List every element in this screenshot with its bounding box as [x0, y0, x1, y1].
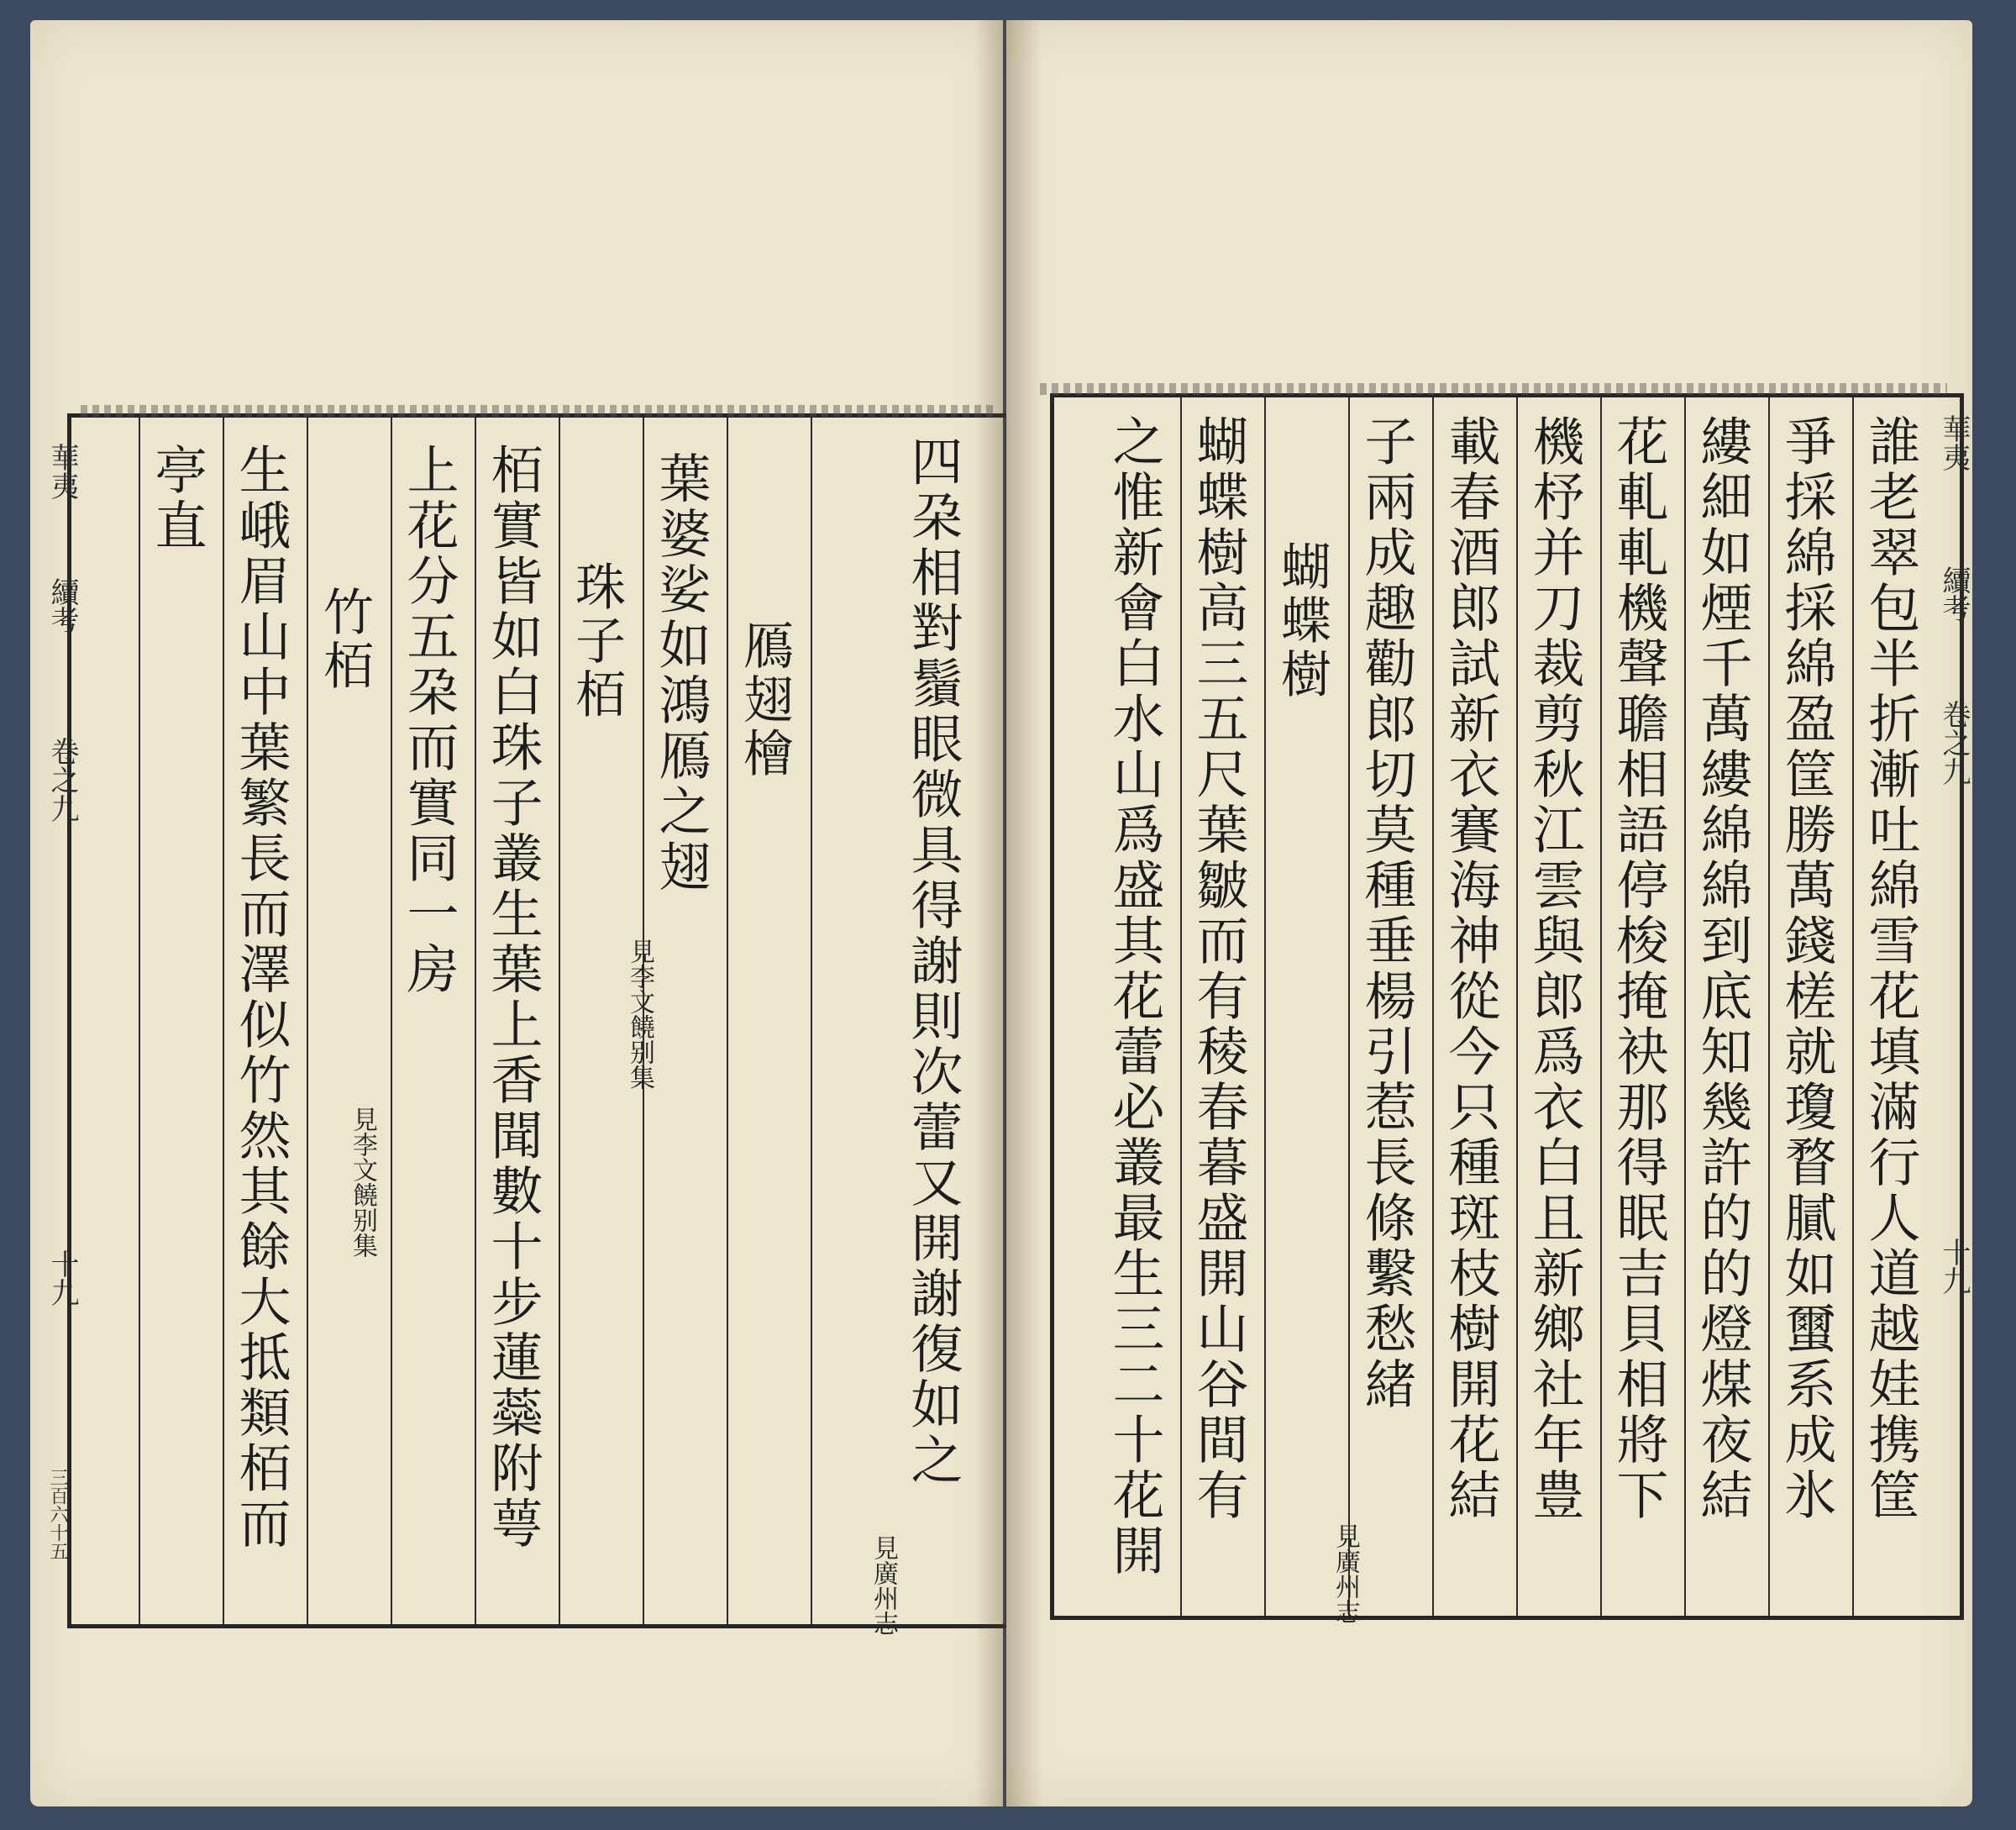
column-rule: [1180, 397, 1182, 1616]
right-margin-chapter: 卷之九: [1937, 700, 1971, 786]
ink-bleed-top-left: [81, 405, 996, 417]
heading-hudie-shu: 蝴蝶樹: [1273, 540, 1331, 702]
text-column-r6: 載春酒郎試新衣賽海神從今只種斑枝樹開花結: [1440, 414, 1501, 1523]
column-rule: [1432, 397, 1434, 1616]
text-column-1: 四朶相對鬚眼微具得謝則次蕾又開謝復如之: [902, 434, 963, 1488]
left-page: [30, 20, 1003, 1806]
right-margin-label: 華夷: [1937, 414, 1971, 471]
right-margin-page-number: 十九: [1937, 1238, 1971, 1295]
ink-bleed-top-right: [1040, 383, 1947, 395]
citation-note-1: 見廣州志: [869, 1535, 898, 1636]
right-text-frame: [1050, 393, 1971, 1624]
left-margin-title: 續考: [45, 577, 79, 634]
column-rule: [1264, 397, 1266, 1616]
left-text-frame: [45, 413, 1010, 1636]
column-rule: [475, 418, 476, 1624]
left-margin-label: 華夷: [45, 443, 79, 500]
column-rule: [391, 418, 392, 1624]
heading-yanchi-gui: 鴈翅檜: [735, 619, 794, 781]
text-column-5: 栢實皆如白珠子叢生葉上香聞數十步蓮蘂附萼: [482, 443, 543, 1552]
text-column-r3: 縷細如煙千萬縷綿綿到底知幾許的的燈煤夜結: [1692, 414, 1753, 1523]
text-column-r10: 之惟新會白水山爲盛其花蕾必叢最生三二十花開: [1104, 414, 1165, 1579]
left-margin-page-number: 十九: [45, 1249, 79, 1307]
heading-zhuzi-bai: 珠子栢: [567, 560, 626, 722]
citation-note-3: 見李文饒别集: [625, 939, 654, 1090]
column-rule: [727, 418, 728, 1624]
column-rule: [1348, 397, 1350, 1616]
text-column-3: 葉婆娑如鴻鴈之翅: [650, 451, 711, 895]
text-column-r5: 機杼并刀裁剪秋江雲與郎爲衣白且新鄉社年豊: [1524, 414, 1585, 1523]
column-rule: [1600, 397, 1602, 1616]
column-rule: [1684, 397, 1686, 1616]
citation-note-6: 見李文饒别集: [348, 1107, 377, 1258]
text-column-r2: 爭採綿採綿盈筐勝萬錢槎就瓊瞀膩如蠒系成氷: [1776, 414, 1837, 1523]
column-rule: [1852, 397, 1854, 1616]
column-rule: [1768, 397, 1770, 1616]
text-column-9: 亭直: [146, 443, 207, 554]
text-column-6: 上花分五朶而實同一房: [398, 443, 459, 997]
text-column-r7: 子兩成趣勸郎切莫種垂楊引惹長條繫愁緒: [1356, 414, 1417, 1412]
heading-zhu-bai: 竹栢: [315, 586, 374, 693]
text-column-r4: 花軋軋機聲聸相語停梭掩袂那得眠吉貝相將下: [1608, 414, 1669, 1523]
text-column-8: 生峨眉山中葉繁長而澤似竹然其餘大抵類栢而: [230, 443, 291, 1552]
left-margin-leaf-number: 三百六十五: [47, 1468, 68, 1560]
text-column-r1: 誰老翠包半折漸吐綿雪花填滿行人道越娃携筐: [1860, 414, 1921, 1523]
right-margin-title: 續考: [1937, 565, 1971, 623]
column-rule: [559, 418, 560, 1624]
citation-note-r7: 見廣州志: [1331, 1523, 1360, 1624]
text-column-r9: 蝴蝶樹高三五尺葉皺而有稜春暮盛開山谷間有: [1188, 414, 1249, 1523]
column-rule: [811, 418, 812, 1624]
right-page: [1006, 20, 1972, 1806]
column-rule: [1516, 397, 1518, 1616]
column-rule: [223, 418, 224, 1624]
column-rule: [139, 418, 140, 1624]
left-margin-chapter: 卷之九: [45, 737, 79, 823]
column-rule: [307, 418, 308, 1624]
